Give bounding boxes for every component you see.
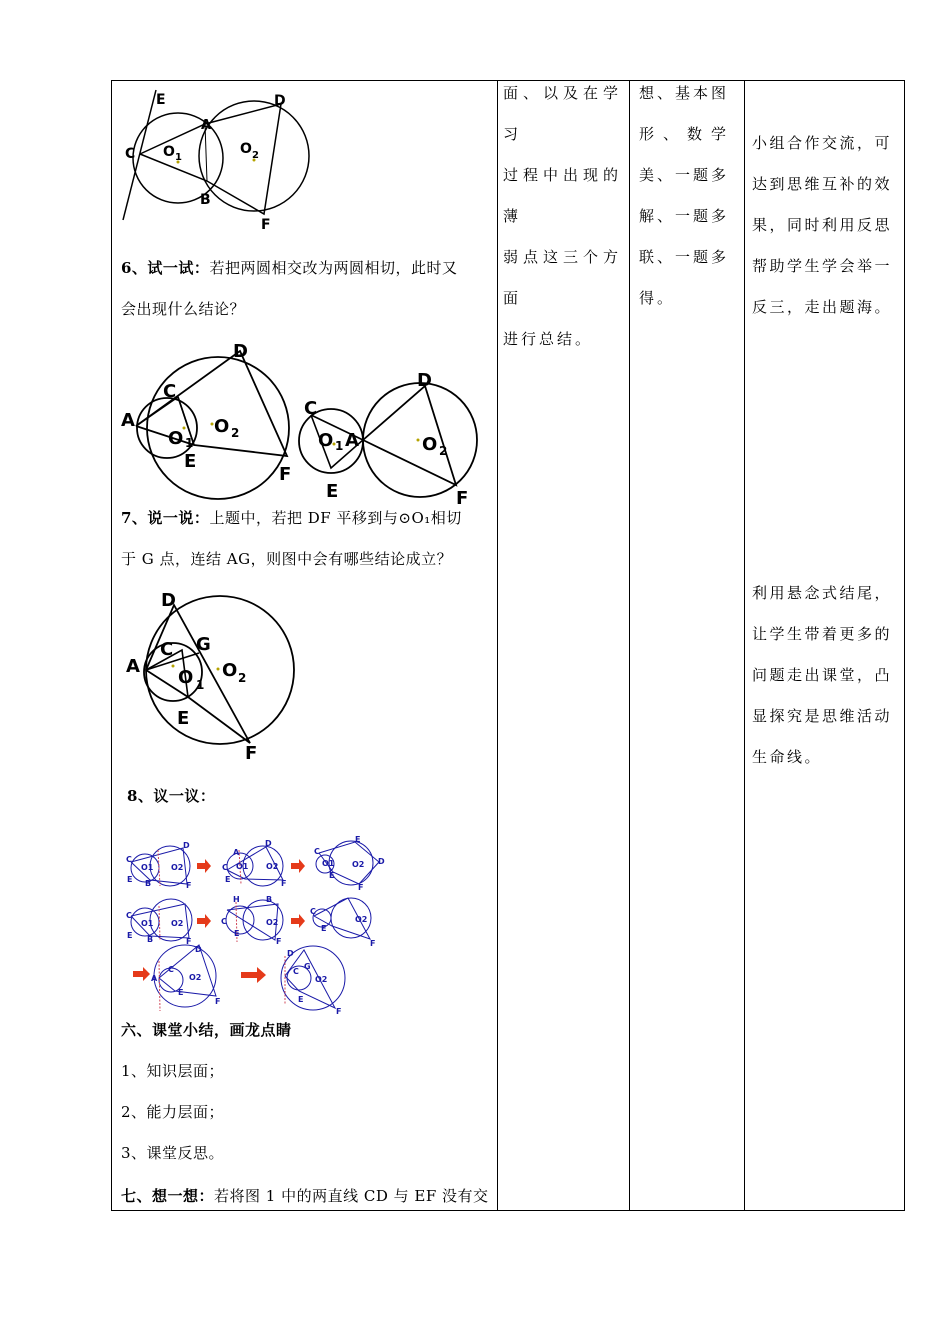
column-divider (497, 81, 498, 1210)
label-B: B (200, 192, 211, 208)
thumb-label: H (233, 895, 240, 904)
section-7-text: 若将图 1 中的两直线 CD 与 EF 没有交 (214, 1187, 489, 1205)
label-O2-sub: 2 (439, 444, 448, 458)
label-F: F (245, 743, 258, 764)
thumb-label: C (310, 907, 316, 916)
section-6-title: 六、课堂小结，画龙点睛 (121, 1021, 292, 1039)
label-O2-sub: 2 (252, 150, 259, 161)
label-E: E (184, 451, 197, 472)
label-D: D (233, 341, 248, 362)
column-review (503, 73, 621, 360)
methods-line: 形、数学 (639, 125, 736, 143)
item-8: 8、议一议： (127, 787, 216, 805)
thumb-label: F (186, 881, 192, 890)
thumb-label: E (127, 875, 133, 884)
review-line: 面、以及在学习 (503, 84, 621, 143)
thumb-label: D (378, 857, 385, 866)
section-7 (121, 1176, 491, 1217)
section-summary (121, 1010, 491, 1174)
thumb-label: O1 (141, 919, 154, 928)
review-line: 过程中出现的薄 (503, 166, 621, 225)
intent-line: 显探究是思维活动 (752, 707, 893, 725)
thumb-label: B (266, 895, 273, 904)
thumb-label: O2 (352, 860, 365, 869)
column-intent-b (752, 573, 902, 778)
label-D: D (161, 590, 176, 611)
thumb-label: A (151, 974, 158, 983)
thumb-label: E (234, 929, 240, 938)
thumb-label: E (321, 924, 327, 933)
figure-tangent-line (126, 590, 311, 764)
thumb-label: D (287, 949, 294, 958)
thumb-label: D (265, 839, 272, 848)
label-F: F (279, 464, 292, 485)
figure-external-tangent (294, 370, 489, 509)
methods-line: 联、一题多 (639, 248, 730, 266)
label-O1: O (163, 144, 175, 160)
thumb-label: F (186, 937, 192, 946)
thumb-label: F (370, 939, 376, 948)
thumb-label: E (355, 835, 361, 844)
thumb-label: C (126, 855, 132, 864)
thumb-label: O2 (266, 862, 279, 871)
label-A: A (126, 656, 140, 677)
thumb-label: D (195, 945, 202, 954)
label-F: F (261, 217, 271, 233)
label-F: F (456, 488, 469, 509)
label-O1-sub: 1 (335, 439, 344, 453)
label-C: C (163, 381, 177, 402)
item-6-label: 6、试一试： (121, 259, 210, 277)
figure-intersecting-circles (116, 86, 326, 233)
thumb-label: O2 (266, 918, 279, 927)
column-methods (639, 73, 739, 319)
thumb-label: E (298, 995, 304, 1004)
label-O2: O (240, 141, 252, 157)
label-A: A (201, 118, 212, 133)
thumb-label: G (304, 962, 311, 971)
label-O1-sub: 1 (196, 678, 205, 692)
label-O1-sub: 1 (175, 152, 182, 163)
label-E: E (156, 92, 166, 108)
item-6-text-cont: 会出现什么结论？ (121, 300, 246, 318)
methods-line: 得。 (639, 289, 676, 307)
thumb-label: C (293, 967, 299, 976)
thumb-label: D (183, 841, 190, 850)
thumb-label: O1 (236, 862, 249, 871)
label-O1: O (168, 428, 184, 449)
item-6 (121, 248, 491, 330)
figure-internal-tangent (121, 340, 311, 490)
thumb-label: E (225, 875, 231, 884)
label-O2: O (214, 416, 230, 437)
label-O1: O (178, 667, 194, 688)
label-C: C (304, 398, 318, 419)
column-intent-a (752, 123, 902, 328)
item-7-label: 7、说一说： (121, 509, 210, 527)
intent-line: 达到思维互补的效 (752, 175, 893, 193)
thumb-label: C (222, 863, 228, 872)
review-line: 弱点这三个方面 (503, 248, 621, 307)
thumb-label: B (145, 879, 152, 888)
column-divider (744, 81, 745, 1210)
thumb-label: F (281, 879, 287, 888)
thumb-label: O2 (315, 975, 328, 984)
label-O1: O (318, 430, 334, 451)
intent-line: 果，同时利用反思 (752, 216, 893, 234)
thumb-label: E (178, 988, 184, 997)
label-A: A (345, 430, 359, 451)
review-line: 进行总结。 (503, 330, 594, 348)
thumb-label: O2 (355, 915, 368, 924)
item-7-text: 上题中，若把 DF 平移到与⊙O₁相切 (209, 509, 462, 527)
intent-line: 反三，走出题海。 (752, 298, 893, 316)
label-E: E (326, 481, 339, 502)
thumb-label: C (126, 911, 132, 920)
summary-item: 2、能力层面； (121, 1103, 225, 1121)
intent-line: 利用悬念式结尾， (752, 584, 893, 602)
thumb-label: A (233, 848, 240, 857)
thumb-label: C (168, 965, 174, 974)
label-A: A (121, 410, 135, 431)
thumb-label: E (329, 871, 335, 880)
intent-line: 小组合作交流，可 (752, 134, 893, 152)
label-E: E (177, 708, 190, 729)
label-G: G (196, 634, 211, 655)
intent-line: 帮助学生学会举一 (752, 257, 893, 275)
summary-item: 1、知识层面； (121, 1062, 225, 1080)
intent-line: 生命线。 (752, 748, 823, 766)
thumb-label: C (221, 917, 227, 926)
thumb-label: O2 (171, 919, 184, 928)
label-O2: O (422, 434, 438, 455)
thumb-label: C (314, 847, 320, 856)
item-7 (121, 498, 491, 580)
thumb-label: F (336, 1007, 342, 1016)
label-O2: O (222, 660, 238, 681)
thumb-label: F (215, 997, 221, 1006)
item-7-text-cont: 于 G 点，连结 AG，则图中会有哪些结论成立？ (121, 550, 453, 568)
label-O1-sub: 1 (185, 436, 194, 450)
methods-line: 美、一题多 (639, 166, 730, 184)
label-D: D (274, 93, 286, 109)
thumb-label: O2 (189, 973, 202, 982)
intent-line: 让学生带着更多的 (752, 625, 893, 643)
label-C: C (160, 639, 174, 660)
column-divider (629, 81, 630, 1210)
methods-line: 解、一题多 (639, 207, 730, 225)
section-7-label: 七、想一想： (121, 1187, 215, 1205)
thumb-label: O1 (322, 859, 335, 868)
thumb-label: O1 (141, 863, 154, 872)
thumb-label: B (147, 935, 154, 944)
thumb-label: F (358, 883, 364, 892)
thumb-label: O2 (171, 863, 184, 872)
item-6-text: 若把两圆相交改为两圆相切，此时又 (209, 259, 458, 277)
figure-sequence-thumbnails (123, 835, 385, 1016)
column-activities (111, 80, 497, 1211)
label-C: C (125, 146, 136, 162)
label-O2-sub: 2 (238, 671, 247, 685)
thumb-label: F (276, 937, 282, 946)
label-O2-sub: 2 (231, 426, 240, 440)
thumb-label: E (127, 931, 133, 940)
intent-line: 问题走出课堂，凸 (752, 666, 893, 684)
summary-item: 3、课堂反思。 (121, 1144, 225, 1162)
label-D: D (417, 370, 432, 391)
methods-line: 想、基本图 (639, 84, 730, 102)
